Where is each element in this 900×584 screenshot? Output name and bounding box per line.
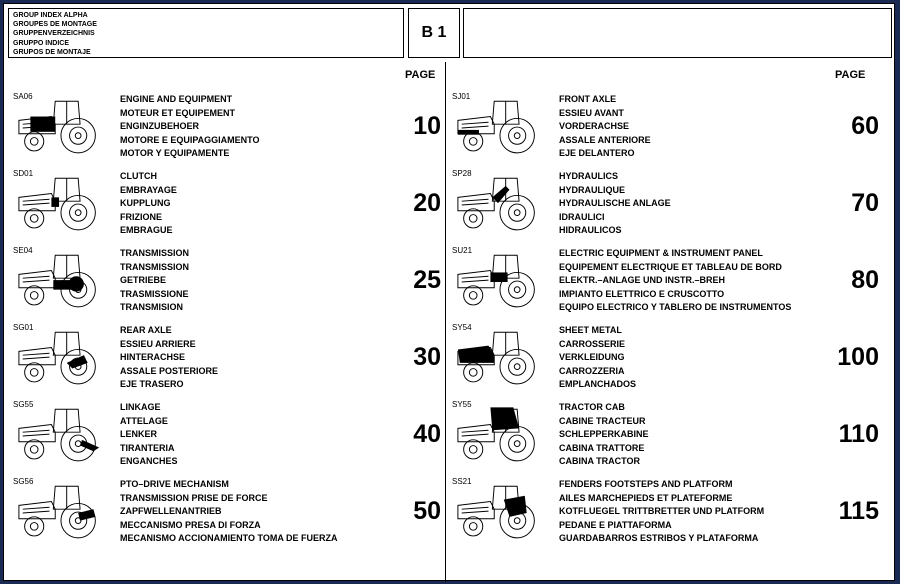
group-entry[interactable] [452, 477, 882, 547]
description-line: ASSALE ANTERIORE [559, 134, 651, 145]
description-line: TRANSMISSION [120, 261, 190, 272]
description-line: IDRAULICI [559, 211, 605, 222]
group-entry[interactable] [13, 400, 443, 470]
description-line: FENDERS FOOTSTEPS AND PLATFORM [559, 479, 733, 489]
description-line: HYDRAULIQUE [559, 184, 626, 195]
page-column-label-right: PAGE [835, 69, 866, 81]
header-line: GRUPPO INDICE [13, 39, 70, 47]
header-line: GROUPES DE MONTAGE [13, 21, 97, 29]
group-description [120, 401, 178, 469]
description-line: REAR AXLE [120, 325, 172, 335]
group-code: SU21 [452, 246, 473, 255]
group-code: SY55 [452, 400, 472, 409]
description-line: ATTELAGE [120, 415, 168, 426]
group-code: SP28 [452, 169, 472, 178]
group-description [120, 478, 338, 546]
tractor-illustration [17, 483, 103, 543]
group-code: SD01 [13, 169, 34, 178]
group-entry[interactable] [452, 400, 882, 470]
group-entry[interactable] [13, 323, 443, 393]
tractor-illustration [456, 175, 542, 235]
description-line: EMBRAGUE [120, 225, 173, 235]
description-line: LENKER [120, 429, 158, 439]
group-entry[interactable] [13, 92, 443, 162]
page-number[interactable]: 10 [413, 112, 441, 140]
group-entry[interactable] [452, 246, 882, 316]
description-line: TRANSMISION [120, 302, 183, 312]
group-code: SG56 [13, 477, 34, 486]
description-line: MECANISMO ACCIONAMIENTO TOMA DE FUERZA [120, 533, 338, 543]
description-line: ESSIEU ARRIERE [120, 338, 196, 349]
group-description [120, 247, 189, 315]
description-line: EJE DELANTERO [559, 148, 635, 158]
group-entry[interactable] [13, 477, 443, 547]
group-index-header [8, 8, 404, 58]
section-code: B 1 [408, 8, 460, 58]
group-code: SG01 [13, 323, 34, 332]
group-code: SJ01 [452, 92, 471, 101]
description-line: HYDRAULICS [559, 171, 619, 181]
description-line: LINKAGE [120, 402, 161, 412]
page-number[interactable]: 40 [413, 420, 441, 448]
page-number[interactable]: 20 [413, 189, 441, 217]
header-line: GRUPOS DE MONTAJE [13, 48, 91, 56]
header-blank-box [463, 8, 892, 58]
description-line: GETRIEBE [120, 275, 167, 285]
group-code: SY54 [452, 323, 472, 332]
description-line: FRIZIONE [120, 211, 162, 222]
group-description [559, 247, 791, 315]
group-description [120, 170, 177, 238]
description-line: TRACTOR CAB [559, 402, 625, 412]
tractor-illustration [456, 406, 542, 466]
header-line: GRUPPENVERZEICHNIS [13, 30, 95, 38]
description-line: VERKLEIDUNG [559, 352, 625, 362]
tractor-illustration [17, 329, 103, 389]
group-code: SA06 [13, 92, 33, 101]
group-description [120, 93, 260, 161]
group-description [559, 170, 671, 238]
group-code: SG55 [13, 400, 34, 409]
page-number[interactable]: 70 [851, 189, 879, 217]
description-line: TRANSMISSION [120, 248, 190, 258]
group-entry[interactable] [452, 92, 882, 162]
group-description [559, 93, 651, 161]
description-line: EJE TRASERO [120, 379, 184, 389]
group-description [559, 401, 649, 469]
description-line: HYDRAULISCHE ANLAGE [559, 198, 671, 208]
tractor-illustration [17, 175, 103, 235]
description-line: EMPLANCHADOS [559, 379, 637, 389]
tractor-illustration [456, 329, 542, 389]
description-line: ENGINZUBEHOER [120, 121, 200, 131]
tractor-illustration [456, 98, 542, 158]
header-line: GROUP INDEX ALPHA [13, 12, 88, 19]
tractor-illustration [17, 406, 103, 466]
description-line: AILES MARCHEPIEDS ET PLATEFORME [559, 492, 733, 503]
page-number[interactable]: 30 [413, 343, 441, 371]
description-line: CLUTCH [120, 171, 157, 181]
page-column-label-left: PAGE [405, 69, 436, 81]
description-line: EQUIPO ELECTRICO Y TABLERO DE INSTRUMENTOS [559, 302, 792, 312]
page-number[interactable]: 25 [413, 266, 441, 294]
description-line: GUARDABARROS ESTRIBOS Y PLATAFORMA [559, 533, 759, 543]
description-line: CABINE TRACTEUR [559, 415, 646, 426]
description-line: ELEKTR.–ANLAGE UND INSTR.–BREH [559, 275, 726, 285]
description-line: MOTOR Y EQUIPAMENTE [120, 148, 230, 158]
description-line: EMBRAYAGE [120, 184, 177, 195]
tractor-illustration [17, 98, 103, 158]
description-line: HIDRAULICOS [559, 225, 622, 235]
description-line: ASSALE POSTERIORE [120, 365, 219, 376]
description-line: SHEET METAL [559, 325, 622, 335]
description-line: EQUIPEMENT ELECTRIQUE ET TABLEAU DE BORD [559, 261, 782, 272]
tractor-illustration [456, 483, 542, 543]
group-entry[interactable] [452, 323, 882, 393]
description-line: CABINA TRACTOR [559, 456, 640, 466]
description-line: PEDANE E PIATTAFORMA [559, 519, 672, 530]
description-line: MECCANISMO PRESA DI FORZA [120, 519, 261, 530]
description-line: ENGANCHES [120, 456, 178, 466]
description-line: ELECTRIC EQUIPMENT & INSTRUMENT PANEL [559, 248, 763, 258]
description-line: ENGINE AND EQUIPMENT [120, 94, 233, 104]
description-line: TRASMISSIONE [120, 288, 189, 299]
group-description [559, 324, 636, 392]
description-line: IMPIANTO ELETTRICO E CRUSCOTTO [559, 288, 725, 299]
page-number[interactable]: 110 [838, 420, 879, 448]
group-entry[interactable] [13, 169, 443, 239]
page-number[interactable]: 80 [851, 266, 879, 294]
page-number[interactable]: 60 [851, 112, 879, 140]
description-line: PTO–DRIVE MECHANISM [120, 479, 229, 489]
group-description [559, 478, 764, 546]
group-code: SE04 [13, 246, 33, 255]
description-line: ZAPFWELLENANTRIEB [120, 506, 222, 516]
description-line: KOTFLUEGEL TRITTBRETTER UND PLATFORM [559, 506, 765, 516]
group-entry[interactable] [452, 169, 882, 239]
description-line: TRANSMISSION PRISE DE FORCE [120, 492, 268, 503]
tractor-illustration [17, 252, 103, 312]
tractor-illustration [456, 252, 542, 312]
catalog-page [3, 3, 895, 581]
description-line: MOTORE E EQUIPAGGIAMENTO [120, 134, 260, 145]
description-line: KUPPLUNG [120, 198, 171, 208]
group-entry[interactable] [13, 246, 443, 316]
description-line: CARROZZERIA [559, 365, 625, 376]
group-code: SS21 [452, 477, 472, 486]
group-description [120, 324, 218, 392]
description-line: CARROSSERIE [559, 338, 626, 349]
description-line: MOTEUR ET EQUIPEMENT [120, 107, 236, 118]
description-line: SCHLEPPERKABINE [559, 429, 649, 439]
column-divider [445, 62, 446, 582]
page-number[interactable]: 115 [838, 497, 879, 525]
description-line: TIRANTERIA [120, 442, 175, 453]
description-line: FRONT AXLE [559, 94, 617, 104]
page-number[interactable]: 50 [413, 497, 441, 525]
description-line: HINTERACHSE [120, 352, 186, 362]
description-line: CABINA TRATTORE [559, 442, 645, 453]
description-line: VORDERACHSE [559, 121, 630, 131]
description-line: ESSIEU AVANT [559, 107, 624, 118]
page-number[interactable]: 100 [837, 343, 879, 371]
